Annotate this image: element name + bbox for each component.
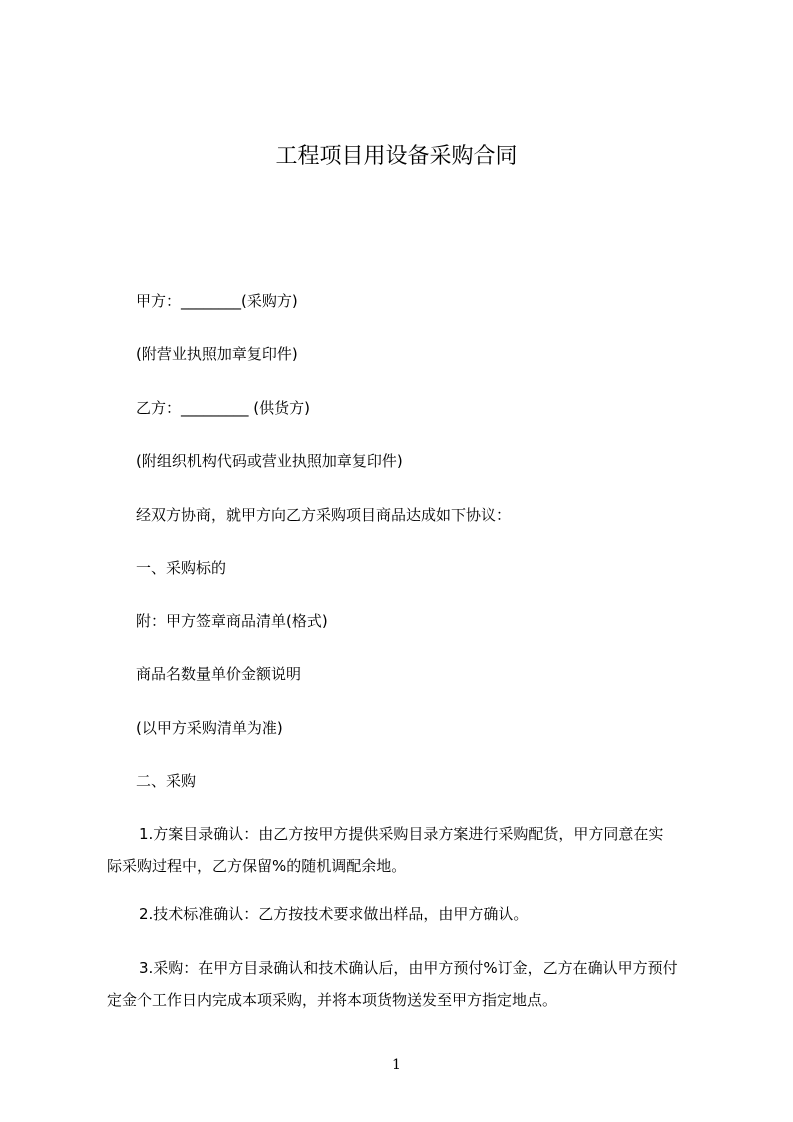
purchase-list-note: (以甲方采购清单为准) [136,719,283,737]
attachment-line: 附：甲方签章商品清单(格式) [136,612,328,630]
clause-2 [136,898,701,930]
party-a-note: (附营业执照加章复印件) [136,345,298,363]
document-title: 工程项目用设备采购合同 [275,144,518,169]
clause-3-line-2: 定金个工作日内完成本项采购，并将本项货物送发至甲方指定地点。 [107,991,558,1009]
section-heading-1: 一、采购标的 [136,559,227,577]
goods-columns-line: 商品名数量单价金额说明 [136,665,302,683]
clause-2-line-1: 2.技术标准确认：乙方按技术要求做出样品，由甲方确认。 [139,905,529,923]
agreement-intro: 经双方协商，就甲方向乙方采购项目商品达成如下协议： [136,506,512,524]
party-b-line: 乙方：_________ (供货方) [136,399,310,417]
party-b-note: (附组织机构代码或营业执照加章复印件) [136,452,403,470]
clause-1-line-1: 1.方案目录确认：由乙方按甲方提供采购目录方案进行采购配货，甲方同意在实 [139,825,664,843]
clause-1 [107,818,701,882]
section-heading-2: 二、采购 [136,772,197,790]
clause-1-line-2: 际采购过程中，乙方保留%的随机调配余地。 [107,857,407,875]
clause-3-line-1: 3.采购：在甲方目录确认和技术确认后，由甲方预付%订金，乙方在确认甲方预付 [139,959,678,977]
clause-3 [107,952,701,1016]
page-number: 1 [392,1057,401,1073]
party-a-line: 甲方：________(采购方) [136,292,298,310]
